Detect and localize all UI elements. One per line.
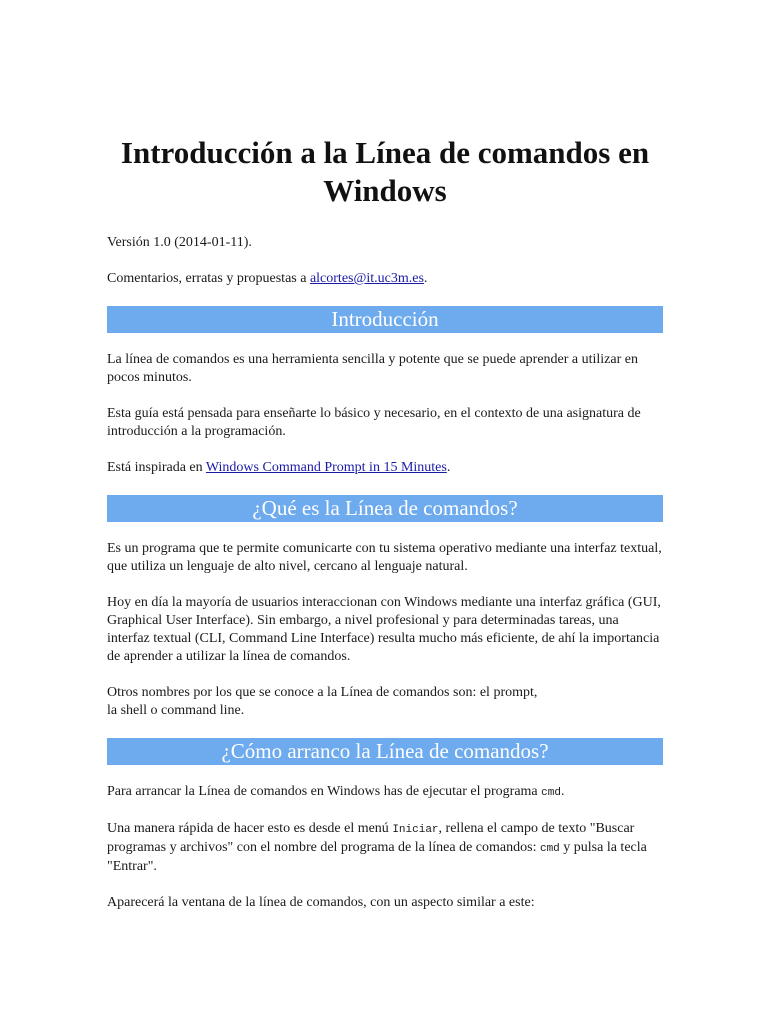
comments-suffix: . <box>423 271 428 286</box>
paragraph: Esta guía está pensada para enseñarte lo básico y necesario, en el contexto de una asignatura de introducción a la programación. <box>107 406 641 439</box>
paragraph <box>107 820 663 876</box>
inspired-line <box>107 459 663 477</box>
paragraph-text: Una manera rápida de hacer esto es desde el menú <box>107 821 393 836</box>
email-link[interactable]: alcortes@it.uc3m.es <box>309 271 424 286</box>
paragraph-text: , rellena el campo de texto "Buscar programas y archivos" con el nombre del programa de la línea de comandos: <box>107 821 635 855</box>
paragraph: Es un programa que te permite comunicarte con tu sistema operativo mediante una interfaz textual, que utiliza un lenguaje de alto nivel, cercano al lenguaje natural. <box>107 541 662 574</box>
paragraph-text: y pulsa la tecla "Entrar". <box>107 840 647 874</box>
paragraph-text: Para arrancar la Línea de comandos en Windows has de ejecutar el programa <box>107 784 542 799</box>
paragraph: La línea de comandos es una herramienta sencilla y potente que se puede aprender a utilizar en pocos minutos. <box>107 352 638 385</box>
code-cmd: cmd <box>539 843 560 855</box>
section-heading-como-arranco: ¿Cómo arranco la Línea de comandos? <box>107 738 663 765</box>
page-title: Introducción a la Línea de comandos en Windows <box>120 135 650 208</box>
paragraph <box>107 783 663 802</box>
inspired-link[interactable]: Windows Command Prompt in 15 Minutes <box>205 460 447 475</box>
paragraph: Aparecerá la ventana de la línea de comandos, con un aspecto similar a este: <box>107 895 535 910</box>
paragraph-line: la shell o command line. <box>107 703 245 718</box>
comments-text: Comentarios, erratas y propuestas a <box>107 271 310 286</box>
paragraph-line: Otros nombres por los que se conoce a la Línea de comandos son: el prompt, <box>107 685 538 700</box>
version-line: Versión 1.0 (2014-01-11). <box>107 235 252 250</box>
comments-line <box>107 270 663 288</box>
inspired-text: Está inspirada en <box>107 460 206 475</box>
inspired-suffix: . <box>446 460 451 475</box>
code-cmd: cmd <box>541 787 561 799</box>
document-page <box>107 0 663 912</box>
paragraph: Hoy en día la mayoría de usuarios interaccionan con Windows mediante una interfaz gráfica (GUI, Graphical User Interface). Sin embargo, a nivel profesional y para determinadas tareas, una interfaz textual (CLI, Command Line Interface) resulta mucho más eficiente, de ahí la importancia de aprender a utilizar la línea de comandos. <box>107 595 661 664</box>
paragraph-text: . <box>560 784 565 799</box>
code-iniciar: Iniciar <box>392 824 439 836</box>
section-heading-que-es: ¿Qué es la Línea de comandos? <box>107 495 663 522</box>
section-heading-introduccion: Introducción <box>107 306 663 333</box>
